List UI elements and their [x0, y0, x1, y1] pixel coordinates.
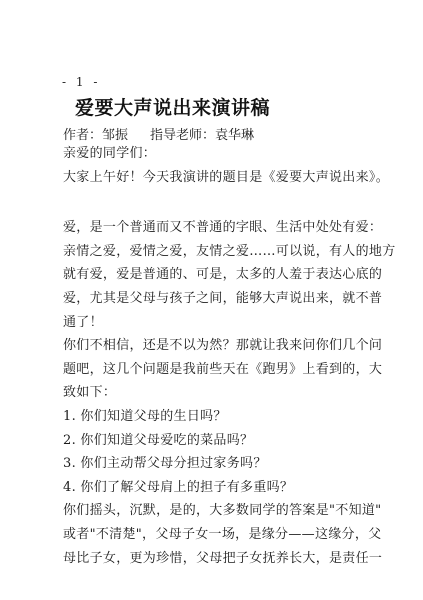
text-line: 通了！: [63, 314, 103, 330]
text-line: 你们摇头，沉默，是的，大多数同学的答案是"不知道": [63, 503, 382, 519]
speech-body: [63, 142, 396, 570]
salutation: 亲爱的同学们：: [63, 146, 157, 161]
list-item: 4. 你们了解父母肩上的担子有多重吗？: [63, 479, 294, 495]
text-line: 你们不相信，还是不以为然？那就让我来问你们几个问: [63, 338, 383, 354]
advisor-label: 指导老师：袁华琳: [150, 128, 255, 143]
text-line: 就有爱，爱是普通的、可是，太多的人羞于表达心底的: [63, 267, 383, 283]
text-line: 亲情之爱，爱情之爱，友情之爱……可以说，有人的地方: [63, 243, 396, 259]
text-line: 题吧，这几个问题是我前些天在《跑男》上看到的，大: [63, 361, 383, 377]
list-item: 1. 你们知道父母的生日吗？: [63, 408, 227, 424]
list-item: 3. 你们主动帮父母分担过家务吗？: [63, 456, 267, 472]
text-line: 爱，是一个普通而又不普通的字眼、生活中处处有爱：: [63, 220, 383, 236]
page-number: - 1 -: [62, 75, 101, 89]
text-line: 母比子女，更为珍惜，父母把子女抚养长大，是责任一: [63, 550, 383, 566]
byline: [63, 124, 254, 143]
page-title: 爱要大声说出来演讲稿: [75, 97, 271, 119]
text-line: 或者"不清楚"，父母子女一场，是缘分——这缘分，父: [63, 526, 382, 542]
list-item: 2. 你们知道父母爱吃的菜品吗？: [63, 432, 254, 448]
author-label: 作者：邹振: [63, 128, 129, 143]
paragraph-gap: [63, 189, 363, 216]
text-line: 爱，尤其是父母与孩子之间，能够大声说出来，就不普: [63, 290, 383, 306]
text-line: 大家上午好！今天我演讲的题目是《爱要大声说出来》。: [63, 169, 390, 185]
text-line: 致如下：: [63, 385, 117, 401]
